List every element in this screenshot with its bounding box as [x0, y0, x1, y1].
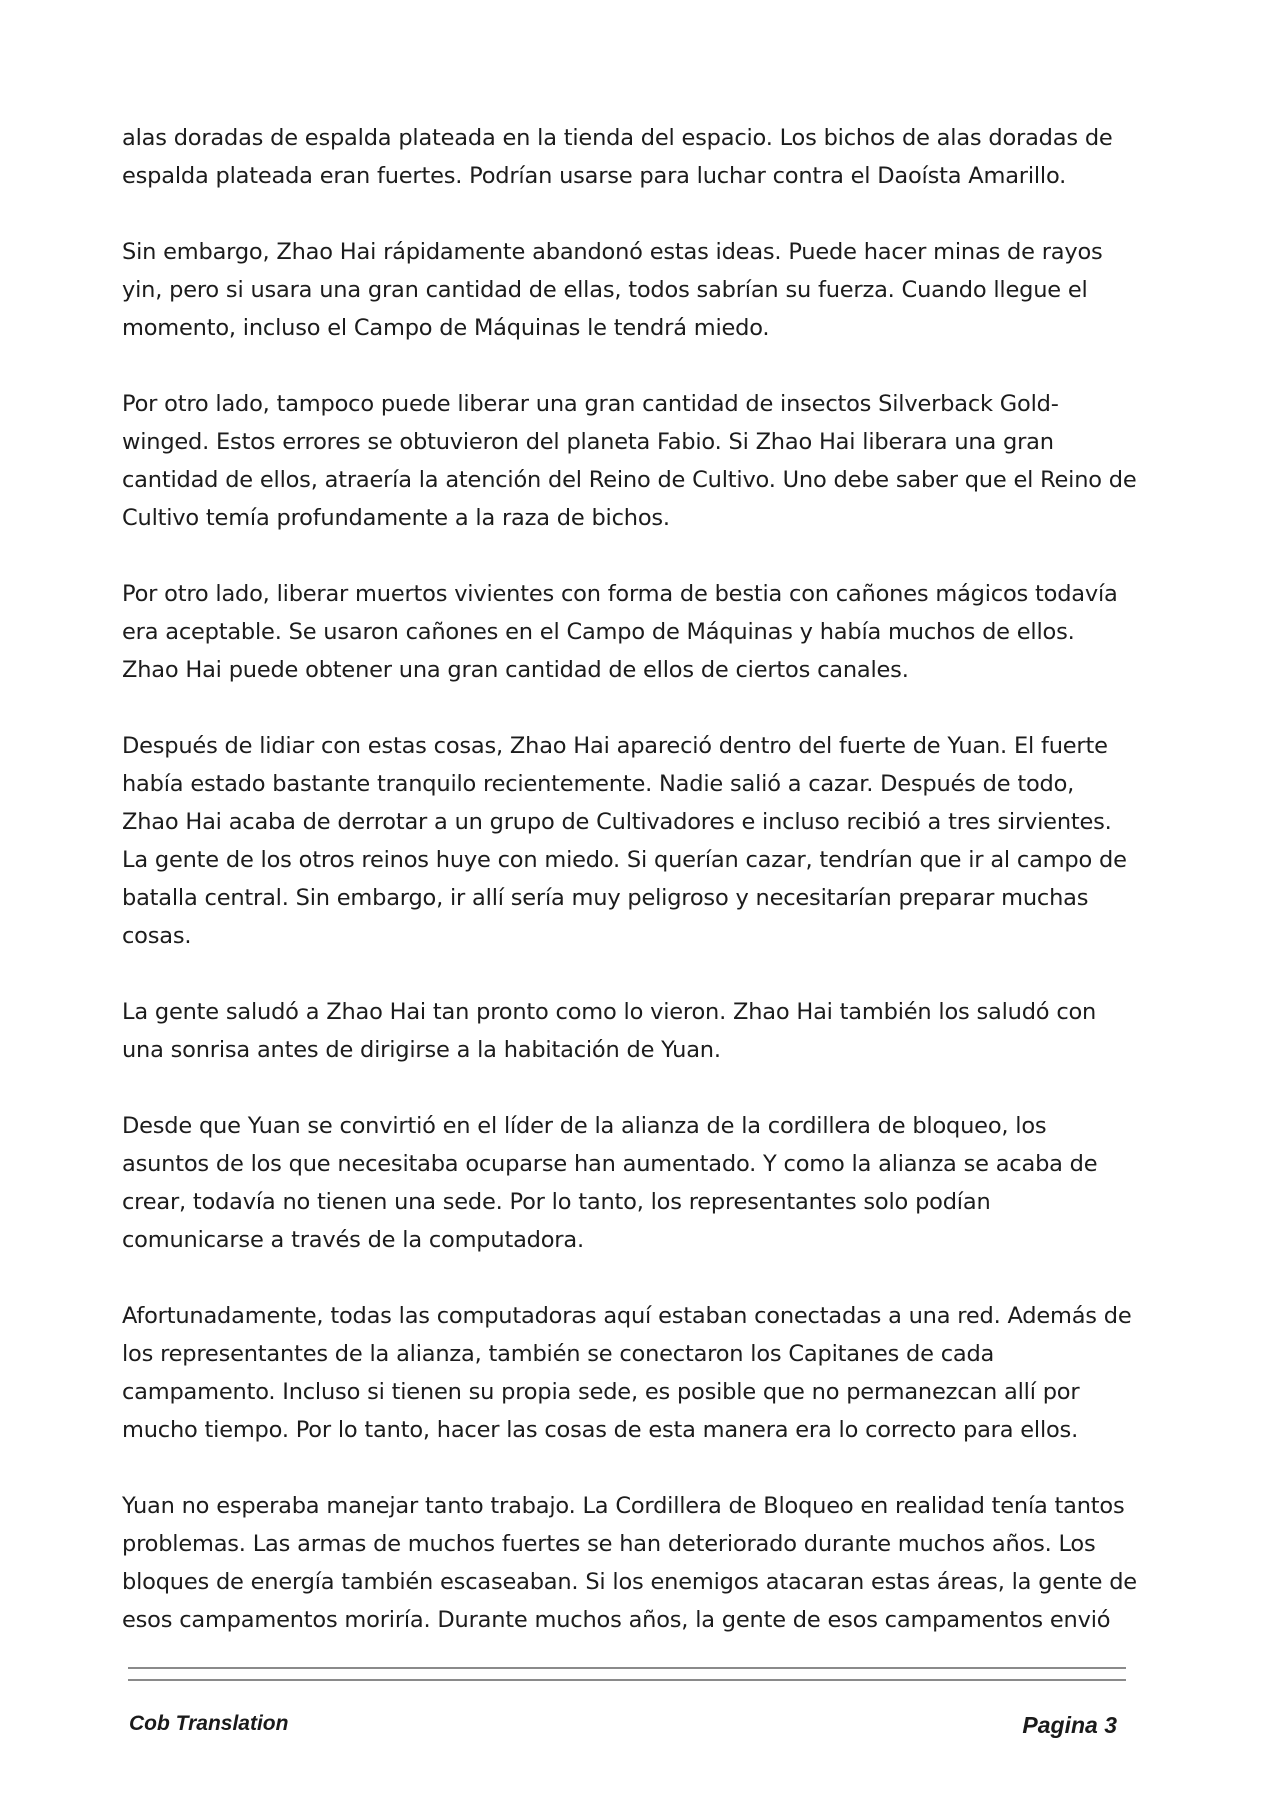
paragraph: Desde que Yuan se convirtió en el líder de la alianza de la cordillera de bloqueo, los asuntos de los que necesitaba ocuparse han aumentado. Y como la alianza se acaba de crear, todavía no tienen una sede. Por lo tanto, los representantes solo podían comunicarse a través de la computadora. [122, 1113, 1098, 1253]
paragraph: Afortunadamente, todas las computadoras aquí estaban conectadas a una red. Además de los representantes de la alianza, también se conectaron los Capitanes de cada campamento. Incluso si tienen su propia sede, es posible que no permanezcan allí por mucho tiempo. Por lo tanto, hacer las cosas de esta manera era lo correcto para ellos. [122, 1303, 1132, 1443]
paragraph: alas doradas de espalda plateada en la tienda del espacio. Los bichos de alas doradas de espalda plateada eran fuertes. Podrían usarse para luchar contra el Daoísta Amarillo. [122, 125, 1113, 189]
footer-translator-label: Cob Translation [129, 1712, 289, 1735]
paragraph: Por otro lado, liberar muertos vivientes con forma de bestia con cañones mágicos todavía era aceptable. Se usaron cañones en el Campo de Máquinas y había muchos de ellos. Zhao Hai puede obtener una gran cantidad de ellos de ciertos canales. [122, 581, 1118, 683]
paragraph: Por otro lado, tampoco puede liberar una gran cantidad de insectos Silverback Gold-winged. Estos errores se obtuvieron del planeta Fabio. Si Zhao Hai liberara una gran cantidad de ellos, atraería la atención del Reino de Cultivo. Uno debe saber que el Reino de Cultivo temía profundamente a la raza de bichos. [122, 391, 1137, 531]
paragraph: Sin embargo, Zhao Hai rápidamente abandonó estas ideas. Puede hacer minas de rayos yin, pero si usara una gran cantidad de ellas, todos sabrían su fuerza. Cuando llegue el momento, incluso el Campo de Máquinas le tendrá miedo. [122, 239, 1103, 341]
footer-divider [128, 1679, 1126, 1681]
footer-divider [128, 1667, 1126, 1669]
paragraph: La gente saludó a Zhao Hai tan pronto como lo vieron. Zhao Hai también los saludó con una sonrisa antes de dirigirse a la habitación de Yuan. [122, 999, 1097, 1063]
paragraph: Después de lidiar con estas cosas, Zhao Hai apareció dentro del fuerte de Yuan. El fuerte había estado bastante tranquilo recientemente. Nadie salió a cazar. Después de todo, Zhao Hai acaba de derrotar a un grupo de Cultivadores e incluso recibió a tres sirvientes. La gente de los otros reinos huye con miedo. Si querían cazar, tendrían que ir al campo de batalla central. Sin embargo, ir allí sería muy peligroso y necesitarían preparar muchas cosas. [122, 733, 1127, 949]
document-body [122, 119, 1137, 1677]
footer-page-number: Pagina 3 [1022, 1712, 1117, 1738]
paragraph: Yuan no esperaba manejar tanto trabajo. La Cordillera de Bloqueo en realidad tenía tantos problemas. Las armas de muchos fuertes se han deteriorado durante muchos años. Los bloques de energía también escaseaban. Si los enemigos atacaran estas áreas, la gente de esos campamentos moriría. Durante muchos años, la gente de esos campamentos envió [122, 1493, 1137, 1633]
